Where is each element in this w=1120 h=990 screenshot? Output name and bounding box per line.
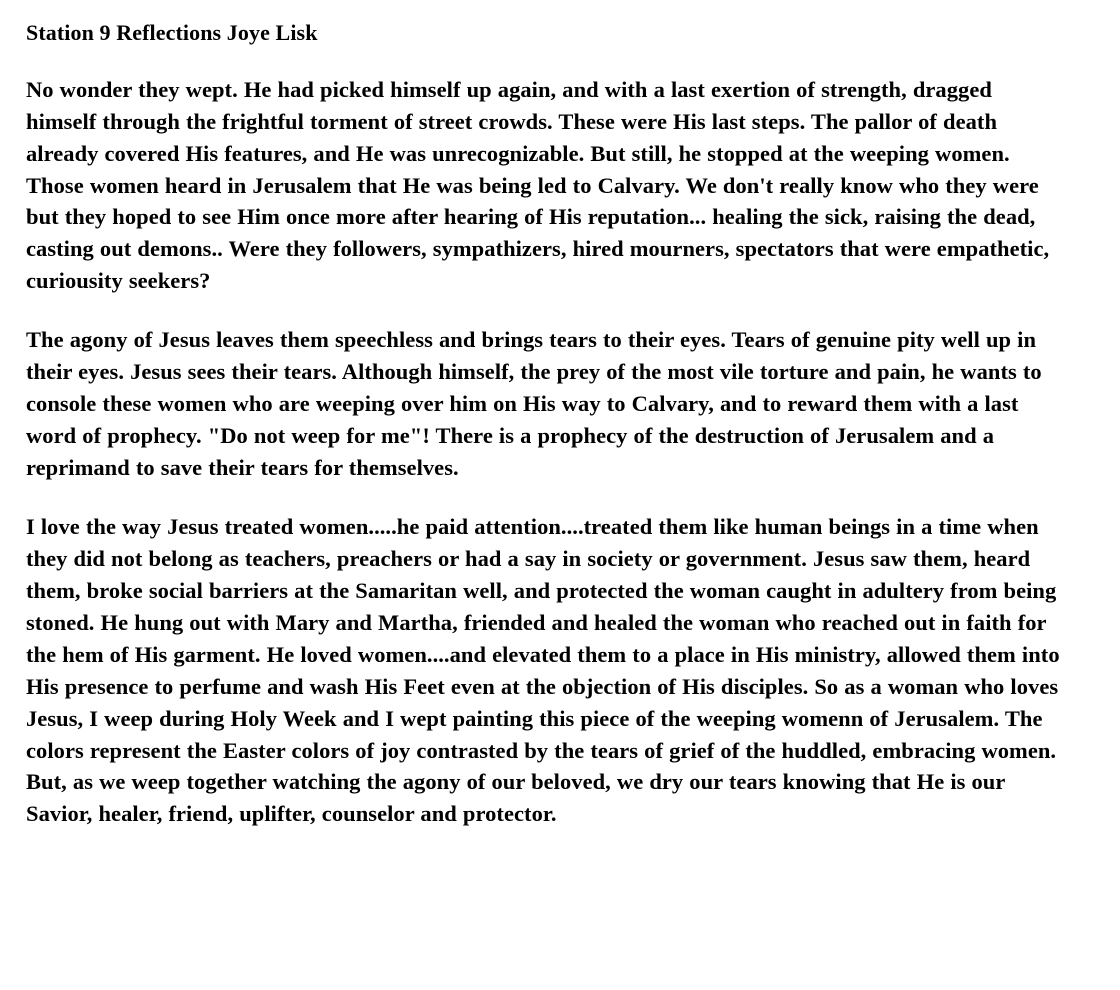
body-paragraph-2: The agony of Jesus leaves them speechless and brings tears to their eyes. Tears of genuine pity well up in their eyes. Jesus sees their tears. Although himself, the prey of the most vile torture and pain, he wants to console these women who are weeping over him on His way to Calvary, and to reward them with a last word of prophecy. "Do not weep for me"! There is a prophecy of the destruction of Jerusalem and a reprimand to save their tears for themselves. xyxy=(26,327,1042,480)
page-title: Station 9 Reflections Joye Lisk xyxy=(26,20,318,45)
body-paragraph-1: No wonder they wept. He had picked himself up again, and with a last exertion of strength, dragged himself through the frightful torment of street crowds. These were His last steps. The pallor of death already covered His features, and He was unrecognizable. But still, he stopped at the weeping women. Those women heard in Jerusalem that He was being led to Calvary. We don't really know who they were but they hoped to see Him once more after hearing of His reputation... healing the sick, raising the dead, casting out demons.. Were they followers, sympathizers, hired mourners, spectators that were empathetic, curiousity seekers? xyxy=(26,76,1050,294)
body-paragraph-3: I love the way Jesus treated women.....he paid attention....treated them like human beings in a time when they did not belong as teachers, preachers or had a say in society or government. Jesus saw them, heard them, broke social barriers at the Samaritan well, and protected the woman caught in adultery from being stoned. He hung out with Mary and Martha, friended and healed the woman who reached out in faith for the hem of His garment. He loved women....and elevated them to a place in His ministry, allowed them into His presence to perfume and wash His Feet even at the objection of His disciples. So as a woman who loves Jesus, I weep during Holy Week and I wept painting this piece of the weeping womenn of Jerusalem. The colors represent the Easter colors of joy contrasted by the tears of grief of the huddled, embracing women. But, as we weep together watching the agony of our beloved, we dry our tears knowing that He is our Savior, healer, friend, uplifter, counselor and protector. xyxy=(26,513,1060,827)
